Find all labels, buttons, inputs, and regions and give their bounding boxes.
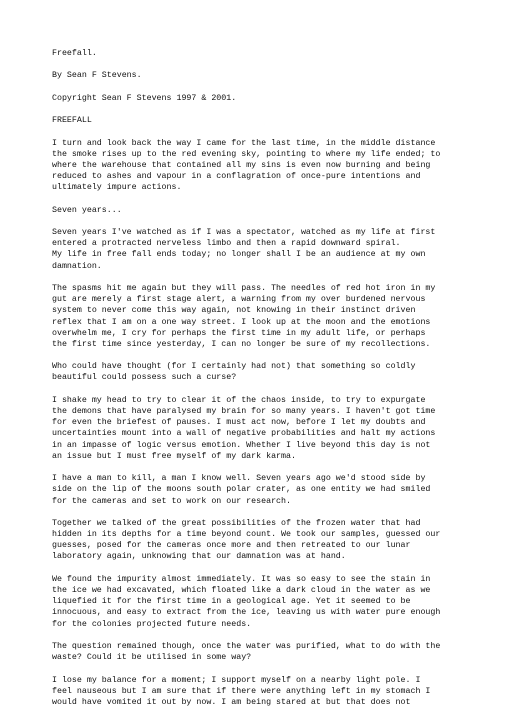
body-text xyxy=(52,138,492,709)
paragraph-line: Seven years... xyxy=(52,205,122,215)
paragraph-line: I have a man to kill, a man I know well. Seven years ago we'd stood side by xyxy=(52,474,426,484)
paragraph-line: waste? Could it be utilised in some way? xyxy=(52,653,252,663)
paragraph-line: for the cameras and set to work on our research. xyxy=(52,496,291,506)
paragraph-line: ultimately impure actions. xyxy=(52,183,182,193)
paragraph-line: Together we talked of the great possibilities of the frozen water that had xyxy=(52,518,421,528)
paragraph-line: would have vomited it out by now. I am being stared at but that does not xyxy=(52,697,411,707)
paragraph-line: laboratory again, unknowing that our damnation was at hand. xyxy=(52,552,346,562)
paragraph-line: gut are merely a first stage alert, a warning from my over burdened nervous xyxy=(52,295,426,305)
paragraph-line: My life in free fall ends today; no longer shall I be an audience at my own xyxy=(52,250,426,260)
paragraph-line: reflex that I am on a one way street. I look up at the moon and the emotions xyxy=(52,317,431,327)
paragraph-line: uncertainties mount into a wall of negative probabilities and halt my actions xyxy=(52,429,436,439)
title-text: Freefall. xyxy=(52,49,97,58)
paragraph xyxy=(52,473,492,507)
document-page xyxy=(52,48,492,708)
paragraph-line: the smoke rises up to the red evening sky, pointing to where my life ended; to xyxy=(52,149,441,159)
paragraph-line: guesses, posed for the cameras once more and then retreated to our lunar xyxy=(52,541,411,551)
paragraph-line: I shake my head to try to clear it of the chaos inside, to try to expurgate xyxy=(52,395,426,405)
paragraph xyxy=(52,227,492,272)
paragraph-line: where the warehouse that contained all my sins is even now burning and being xyxy=(52,160,431,170)
paragraph-line: the demons that have paralysed my brain for so many years. I haven't got time xyxy=(52,407,436,416)
paragraph-line: The spasms hit me again but they will pass. The needles of red hot iron in my xyxy=(52,283,436,293)
paragraph xyxy=(52,361,492,383)
chapter-heading xyxy=(52,115,492,126)
paragraph-line: overwhelm me, I cry for perhaps the first time in my adult life, or perhaps xyxy=(52,328,426,338)
paragraph-line: side on the lip of the moons south polar crater, as one entity we had smiled xyxy=(52,485,431,495)
paragraph xyxy=(52,518,492,563)
paragraph-line: the ice we had excavated, which floated like a dark cloud in the water as we xyxy=(52,586,431,595)
paragraph-line: Seven years I've watched as if I was a spectator, watched as my life at first xyxy=(52,228,436,237)
document-title xyxy=(52,48,492,59)
paragraph-line: Who could have thought (for I certainly had not) that something so coldly xyxy=(52,362,416,372)
paragraph-line: The question remained though, once the water was purified, what to do with the xyxy=(52,641,441,651)
document-copyright xyxy=(52,93,492,104)
paragraph-line: innocuous, and easy to extract from the ice, leaving us with water pure enough xyxy=(52,608,441,618)
paragraph-line: damnation. xyxy=(52,261,102,271)
paragraph-line: the first time since yesterday, I can no longer be sure of my recollections. xyxy=(52,339,431,349)
paragraph-line: an issue but I must free myself of my dark karma. xyxy=(52,451,296,461)
author-text: By Sean F Stevens. xyxy=(52,71,142,81)
document-author xyxy=(52,70,492,81)
paragraph-line: We found the impurity almost immediately. It was so easy to see the stain in xyxy=(52,574,431,584)
paragraph-line: I turn and look back the way I came for the last time, in the middle distance xyxy=(52,138,436,148)
paragraph-line: in an impasse of logic versus emotion. Whether I live beyond this day is not xyxy=(52,440,431,450)
paragraph-line: I lose my balance for a moment; I support myself on a nearby light pole. I xyxy=(52,675,421,685)
paragraph-line: entered a protracted nerveless limbo and then a rapid downward spiral. xyxy=(52,239,401,249)
paragraph-line: for even the briefest of pauses. I must act now, before I let my doubts and xyxy=(52,418,426,428)
paragraph-line: for the colonies projected future needs. xyxy=(52,619,252,629)
paragraph-line: system to never come this way again, not knowing in their instinct driven xyxy=(52,306,416,316)
paragraph xyxy=(52,574,492,630)
paragraph-line: feel nauseous but I am sure that if there were anything left in my stomach I xyxy=(52,686,431,696)
paragraph xyxy=(52,138,492,194)
paragraph xyxy=(52,205,492,216)
paragraph-line: reduced to ashes and vapour in a conflagration of once-pure intentions and xyxy=(52,172,421,182)
paragraph-line: liquefied it for the first time in a geological age. Yet it seemed to be xyxy=(52,597,411,607)
paragraph-line: hidden in its depths for a time beyond count. We took our samples, guessed our xyxy=(52,530,441,540)
paragraph-line: beautiful could possess such a curse? xyxy=(52,373,237,383)
paragraph xyxy=(52,395,492,462)
copyright-text: Copyright Sean F Stevens 1997 & 2001. xyxy=(52,93,237,103)
paragraph xyxy=(52,283,492,350)
paragraph xyxy=(52,641,492,663)
chapter-heading-text: FREEFALL xyxy=(52,116,92,126)
paragraph xyxy=(52,675,492,709)
